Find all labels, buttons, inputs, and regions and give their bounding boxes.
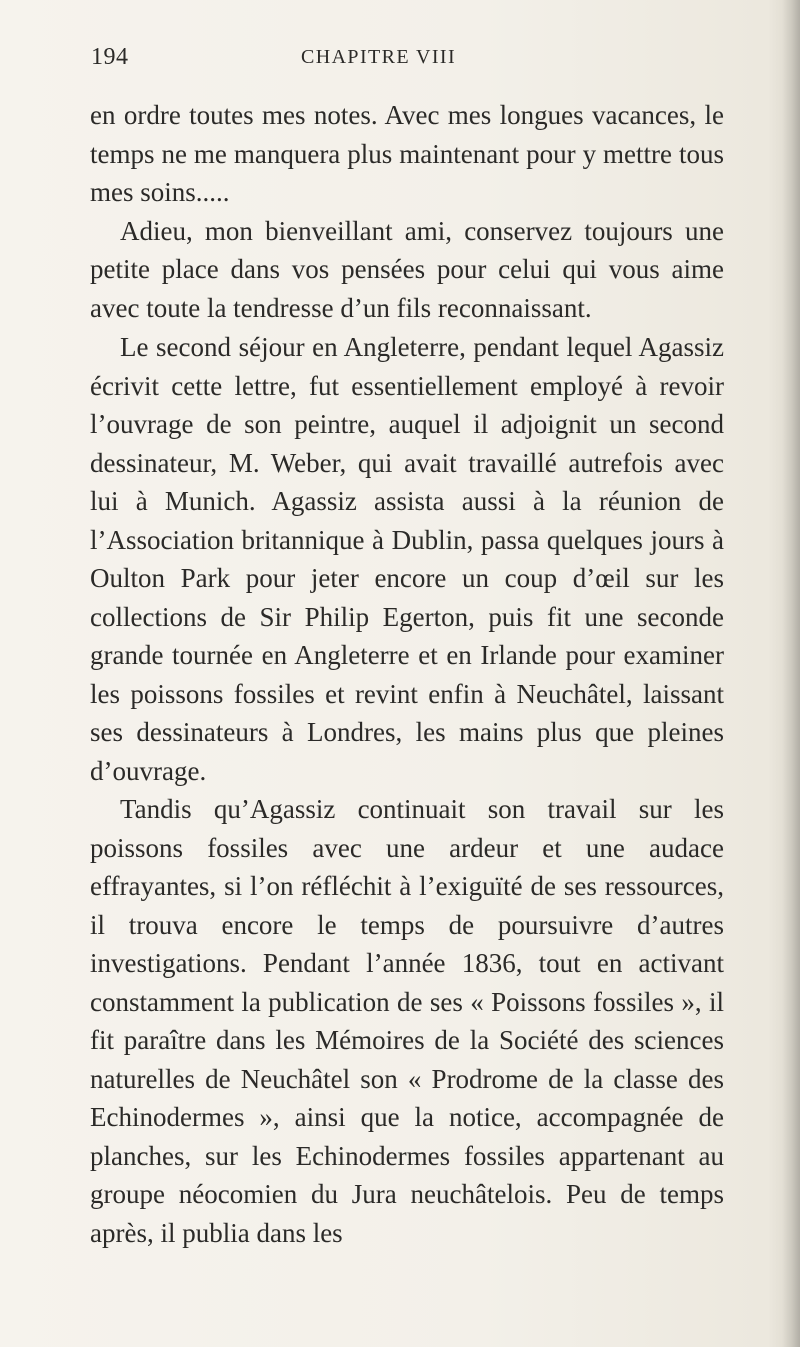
page-number: 194 (91, 44, 129, 70)
letter-excerpt (90, 96, 724, 327)
narrative-paragraph-1: Le second séjour en Angleterre, pendant lequel Agassiz écrivit cette lettre, fut essentiellement employé à revoir l’ouvrage de son peintre, auquel il adjoignit un second dessinateur, M. Weber, qui avait travaillé autrefois avec lui à Munich. Agassiz assista aussi à la réunion de l’Association britannique à Dublin, passa quelques jours à Oulton Park pour jeter encore un coup d’œil sur les collections de Sir Philip Egerton, puis fit une seconde grande tournée en Angleterre et en Irlande pour examiner les poissons fossiles et revint enfin à Neuchâtel, laissant ses dessinateurs à Londres, les mains plus que pleines d’ouvrage. (90, 332, 724, 786)
running-title: CHAPITRE VIII (301, 46, 457, 68)
letter-paragraph-1: en ordre toutes mes notes. Avec mes longues vacances, le temps ne me manquera plus maintenant pour y mettre tous mes soins..... (90, 100, 724, 207)
page-edge-shadow (782, 0, 800, 1347)
letter-paragraph-2: Adieu, mon bienveillant ami, conservez toujours une petite place dans vos pensées pour celui qui vous aime avec toute la tendresse d’un fils reconnaissant. (90, 215, 724, 323)
page-header (91, 44, 711, 84)
narrative-paragraph-2: Tandis qu’Agassiz continuait son travail sur les poissons fossiles avec une ardeur et une audace effrayantes, si l’on réfléchit à l’exiguïté de ses ressources, il trouva encore le temps de poursuivre d’autres investigations. Pendant l’année 1836, tout en activant constamment la publication de ses « Poissons fossiles », il fit paraître dans les Mémoires de la Société des sciences naturelles de Neuchâtel son « Prodrome de la classe des Echinodermes », ainsi que la notice, accompagnée de planches, sur les Echinodermes fossiles appartenant au groupe néocomien du Jura neuchâtelois. Peu de temps après, il publia dans les (90, 794, 724, 1248)
narrative-text (90, 328, 724, 1252)
